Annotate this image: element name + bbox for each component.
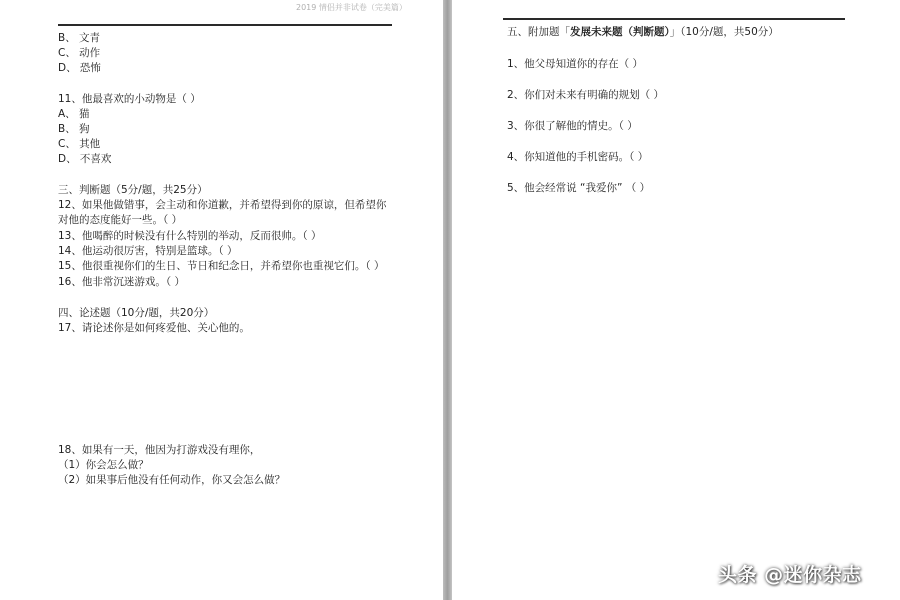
question-17: 17、请论述你是如何疼爱他、关心他的。 bbox=[58, 322, 250, 334]
question-15: 15、他很重视你们的生日、节日和纪念日，并希望你也重视它们。（ ） bbox=[58, 260, 385, 272]
bonus-question-5: 5、他会经常说 “我爱你” （ ） bbox=[507, 182, 651, 194]
question-14: 14、他运动很厉害，特别是篮球。（ ） bbox=[58, 245, 238, 257]
question-12: 12、如果他做错事，会主动和你道歉，并希望得到你的原谅，但希望你 bbox=[58, 199, 387, 211]
option-d-genre: D、 恐怖 bbox=[58, 62, 101, 74]
option-b-genre: B、 文青 bbox=[58, 32, 101, 44]
exam-page-left bbox=[0, 0, 443, 600]
question-16: 16、他非常沉迷游戏。（ ） bbox=[58, 276, 185, 288]
option-b-animal: B、 狗 bbox=[58, 123, 90, 135]
section-5-suffix: 」（10分/题，共50分） bbox=[669, 26, 779, 38]
page-gutter bbox=[443, 0, 452, 600]
question-18: 18、如果有一天，他因为打游戏没有理你， bbox=[58, 444, 261, 456]
section-4-title: 四、论述题（10分/题，共20分） bbox=[58, 307, 215, 319]
bonus-question-1: 1、他父母知道你的存在（ ） bbox=[507, 58, 644, 70]
question-12-continued: 对他的态度能好一些。（ ） bbox=[58, 214, 183, 226]
question-13: 13、他喝醉的时候没有什么特别的举动，反而很帅。（ ） bbox=[58, 230, 322, 242]
question-18-part-2: （2）如果事后他没有任何动作，你又会怎么做？ bbox=[58, 474, 286, 486]
section-3-title: 三、判断题（5分/题，共25分） bbox=[58, 184, 208, 196]
bonus-question-4: 4、你知道他的手机密码。（ ） bbox=[507, 151, 649, 163]
header-rule bbox=[58, 24, 392, 26]
option-c-animal: C、 其他 bbox=[58, 138, 101, 150]
option-c-genre: C、 动作 bbox=[58, 47, 101, 59]
bonus-question-2: 2、你们对未来有明确的规划（ ） bbox=[507, 89, 665, 101]
option-a-animal: A、 猫 bbox=[58, 108, 90, 120]
header-rule-right bbox=[503, 18, 845, 20]
option-d-animal: D、 不喜欢 bbox=[58, 153, 112, 165]
section-5-prefix: 五、附加题「 bbox=[507, 26, 570, 38]
watermark-text: 头条 @迷你杂志 bbox=[718, 564, 862, 586]
bonus-question-3: 3、你很了解他的情史。（ ） bbox=[507, 120, 638, 132]
section-5-emphasis: 发展未来题（判断题） bbox=[570, 26, 670, 38]
question-11: 11、他最喜欢的小动物是（ ） bbox=[58, 93, 201, 105]
question-18-part-1: （1）你会怎么做？ bbox=[58, 459, 149, 471]
section-5-title bbox=[507, 26, 779, 39]
running-header: 2019 情侣并非试卷（完美篇） bbox=[296, 3, 407, 12]
